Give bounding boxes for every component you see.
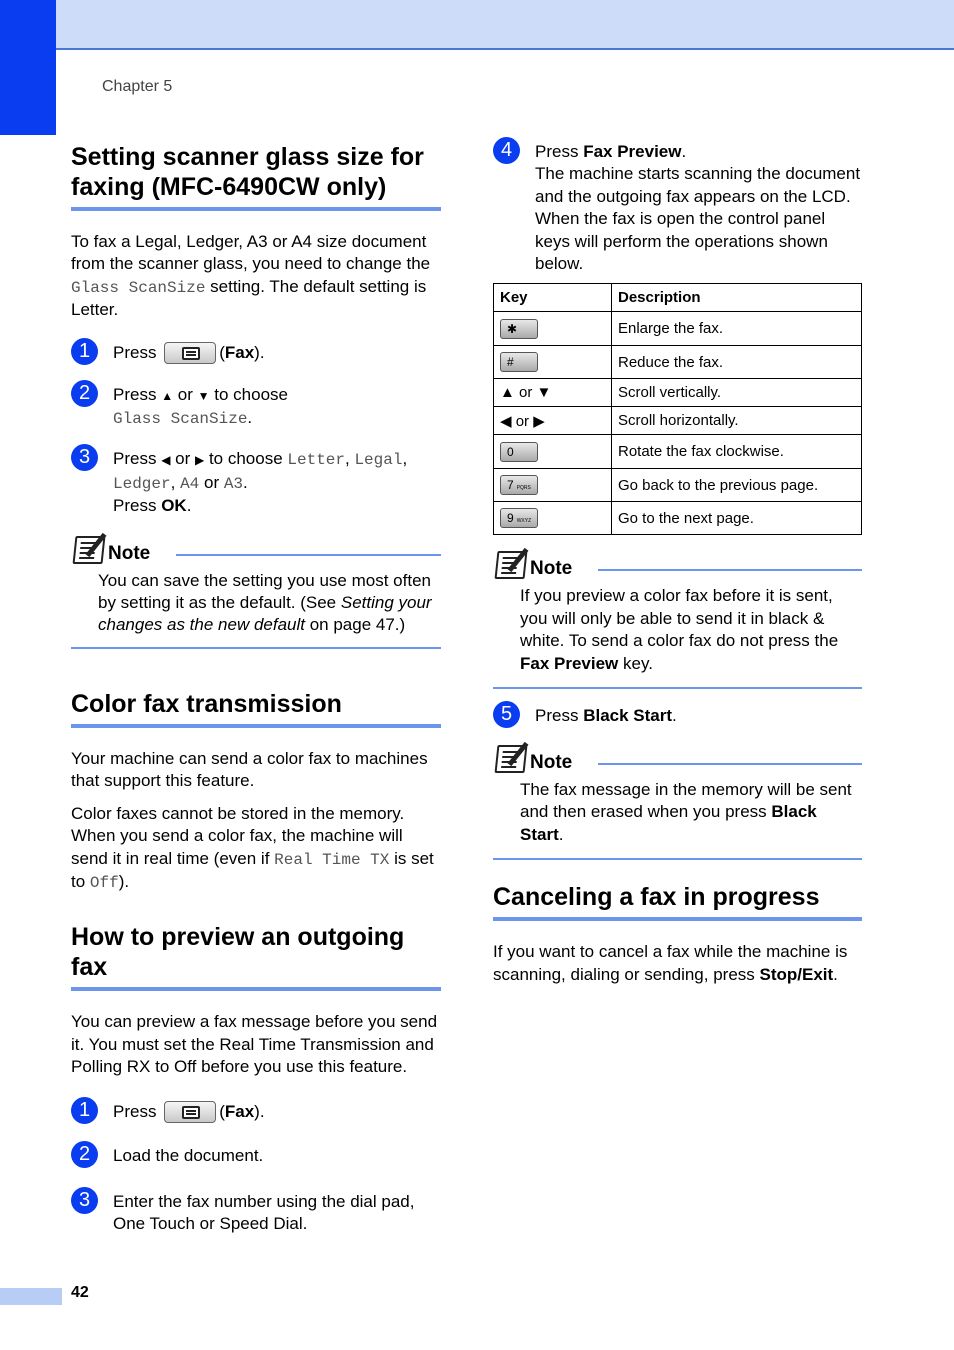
note-pencil-icon <box>73 536 106 564</box>
preview-step-1: 1 Press (Fax). <box>71 1101 441 1129</box>
section-title-preview: How to preview an outgoing fax <box>71 922 441 991</box>
header-band <box>0 0 954 50</box>
table-row: ◀ or ▶ Scroll horizontally. <box>494 407 862 435</box>
page-number-bar <box>0 1288 62 1305</box>
table-row: ✱ Enlarge the fax. <box>494 312 862 346</box>
note-box: Note You can save the setting you use most often by setting it as the default. (See Setting your changes as the new default on page 47.) <box>71 540 441 649</box>
left-column <box>71 142 441 1235</box>
step-2: 2 Press ▲ or ▼ to choose Glass ScanSize. <box>71 384 441 431</box>
color-fax-p2: Color faxes cannot be stored in the memory. When you send a color fax, the machine will send it in real time (even if Real Time TX is set to Off). <box>71 803 434 892</box>
note-box-memory: Note The fax message in the memory will be sent and then erased when you press Black Start. <box>493 749 862 860</box>
table-row: 7 PQRS Go back to the previous page. <box>494 469 862 502</box>
star-key-icon: ✱ <box>500 319 538 339</box>
preview-step-5: 5 Press Black Start. <box>493 705 862 733</box>
up-arrow-icon: ▲ <box>161 388 174 403</box>
section-title-color-fax: Color fax transmission <box>71 689 441 728</box>
preview-step-3: 3 Enter the fax number using the dial pad, One Touch or Speed Dial. <box>71 1191 441 1236</box>
zero-key-icon: 0 <box>500 442 538 462</box>
note-pencil-icon <box>495 745 528 773</box>
step-1: 1 Press (Fax). <box>71 342 441 370</box>
seven-key-icon: 7 PQRS <box>500 475 538 495</box>
chapter-label: Chapter 5 <box>102 78 173 95</box>
step-3: 3 Press ◀ or ▶ to choose Letter, Legal, Ledger, A4 or A3. Press OK. <box>71 448 441 517</box>
note-text: You can save the setting you use most often by setting it as the default. (See Setting your changes as the new default on page 47.) <box>98 570 432 635</box>
note-pencil-icon <box>495 551 528 579</box>
right-column <box>493 141 862 996</box>
section-title-scanner-glass: Setting scanner glass size for faxing (MFC-6490CW only) <box>71 142 441 211</box>
step-number: 1 <box>71 338 98 365</box>
fax-key-icon <box>164 342 216 364</box>
down-arrow-icon: ▼ <box>197 388 210 403</box>
fax-key-icon <box>164 1101 216 1123</box>
preview-intro: You can preview a fax message before you send it. You must set the Real Time Transmission and Polling RX to Off before you use this feature. <box>71 1012 438 1077</box>
key-table: Key Description ✱ Enlarge the fax. # Reduce the fax. ▲ or ▼ Scroll vertically. ◀ or ▶ Scroll horizontally. 0 Rotate the fax clockwise. 7 PQRS Go back to the previous page. 9 WXYZ Go to the next page. <box>493 283 862 535</box>
scanner-glass-intro: To fax a Legal, Ledger, A3 or A4 size document from the scanner glass, you need to change the Glass ScanSize setting. The default setting is Letter. <box>71 232 431 320</box>
preview-step-4: 4 Press Fax Preview. The machine starts scanning the document and the outgoing fax appears on the LCD. When the fax is open the control panel keys will perform the operations shown below. <box>493 141 862 275</box>
table-row: # Reduce the fax. <box>494 346 862 379</box>
page-number: 42 <box>71 1284 89 1301</box>
color-fax-p1: Your machine can send a color fax to machines that support this feature. <box>71 748 428 791</box>
note-box-color-preview: Note If you preview a color fax before it is sent, you will only be able to send it in black & white. To send a color fax do not press the Fax Preview key. <box>493 555 862 689</box>
hash-key-icon: # <box>500 352 538 372</box>
preview-step-2: 2 Load the document. <box>71 1145 441 1173</box>
left-arrow-icon: ◀ <box>161 453 171 468</box>
table-row: 0 Rotate the fax clockwise. <box>494 435 862 469</box>
right-arrow-icon: ▶ <box>194 453 205 468</box>
cancel-text: If you want to cancel a fax while the machine is scanning, dialing or sending, press Stop/Exit. <box>493 942 848 984</box>
nine-key-icon: 9 WXYZ <box>500 508 538 528</box>
table-row: ▲ or ▼ Scroll vertically. <box>494 379 862 407</box>
chapter-tab <box>0 0 56 135</box>
section-title-cancel: Canceling a fax in progress <box>493 882 862 921</box>
table-row: 9 WXYZ Go to the next page. <box>494 502 862 535</box>
